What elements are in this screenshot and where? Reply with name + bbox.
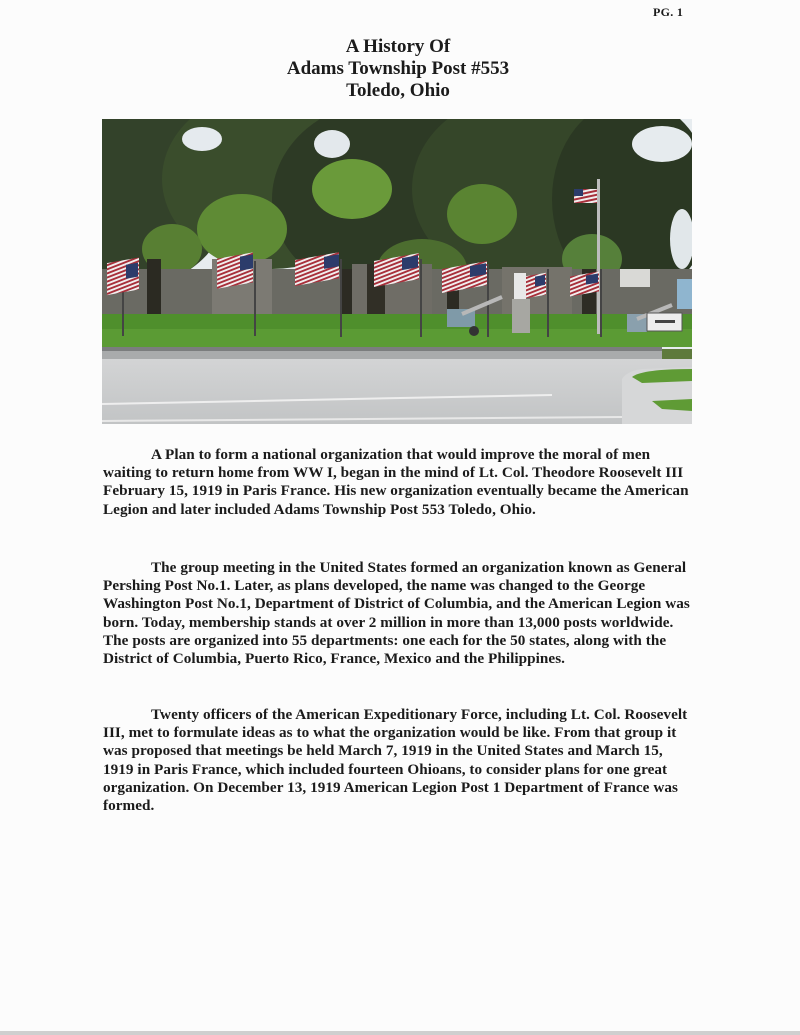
title-line-3: Toledo, Ohio bbox=[346, 80, 450, 101]
scan-bottom-edge bbox=[0, 1031, 800, 1035]
paragraph-2: The group meeting in the United States formed an organization known as General Pershing Post No.1. Later, as plans developed, the name was changed to the George Washington Post No.1, Department of District of Columbia, and the American Legion was born. Today, membership stands at over 2 million in more than 13,000 posts worldwide. The posts are organized into 55 departments: one each for the 50 states, along with the District of Columbia, Puerto Rico, France, Mexico and the Philippines. bbox=[103, 559, 690, 668]
title-line-1: A History Of bbox=[345, 36, 451, 57]
document-title bbox=[0, 36, 796, 102]
page-number: PG. 1 bbox=[653, 5, 684, 19]
paragraph-1: A Plan to form a national organization that would improve the moral of men waiting to return home from WW I, began in the mind of Lt. Col. Theodore Roosevelt III February 15, 1919 in Paris France. His new organization eventually became the American Legion and later included Adams Township Post 553 Toledo, Ohio. bbox=[103, 446, 689, 518]
paragraph-3: Twenty officers of the American Expeditionary Force, including Lt. Col. Roosevelt III, met to formulate ideas as to what the organization would be like. From that group it was proposed that meetings be held March 7, 1919 in the United States and March 15, 1919 in Paris France, which included fourteen Ohioans, to consider plans for one great organization. On December 13, 1919 American Legion Post 1 Department of France was formed. bbox=[103, 706, 688, 815]
title-line-2: Adams Township Post #553 bbox=[286, 58, 510, 79]
post-memorial-photo bbox=[102, 119, 692, 424]
